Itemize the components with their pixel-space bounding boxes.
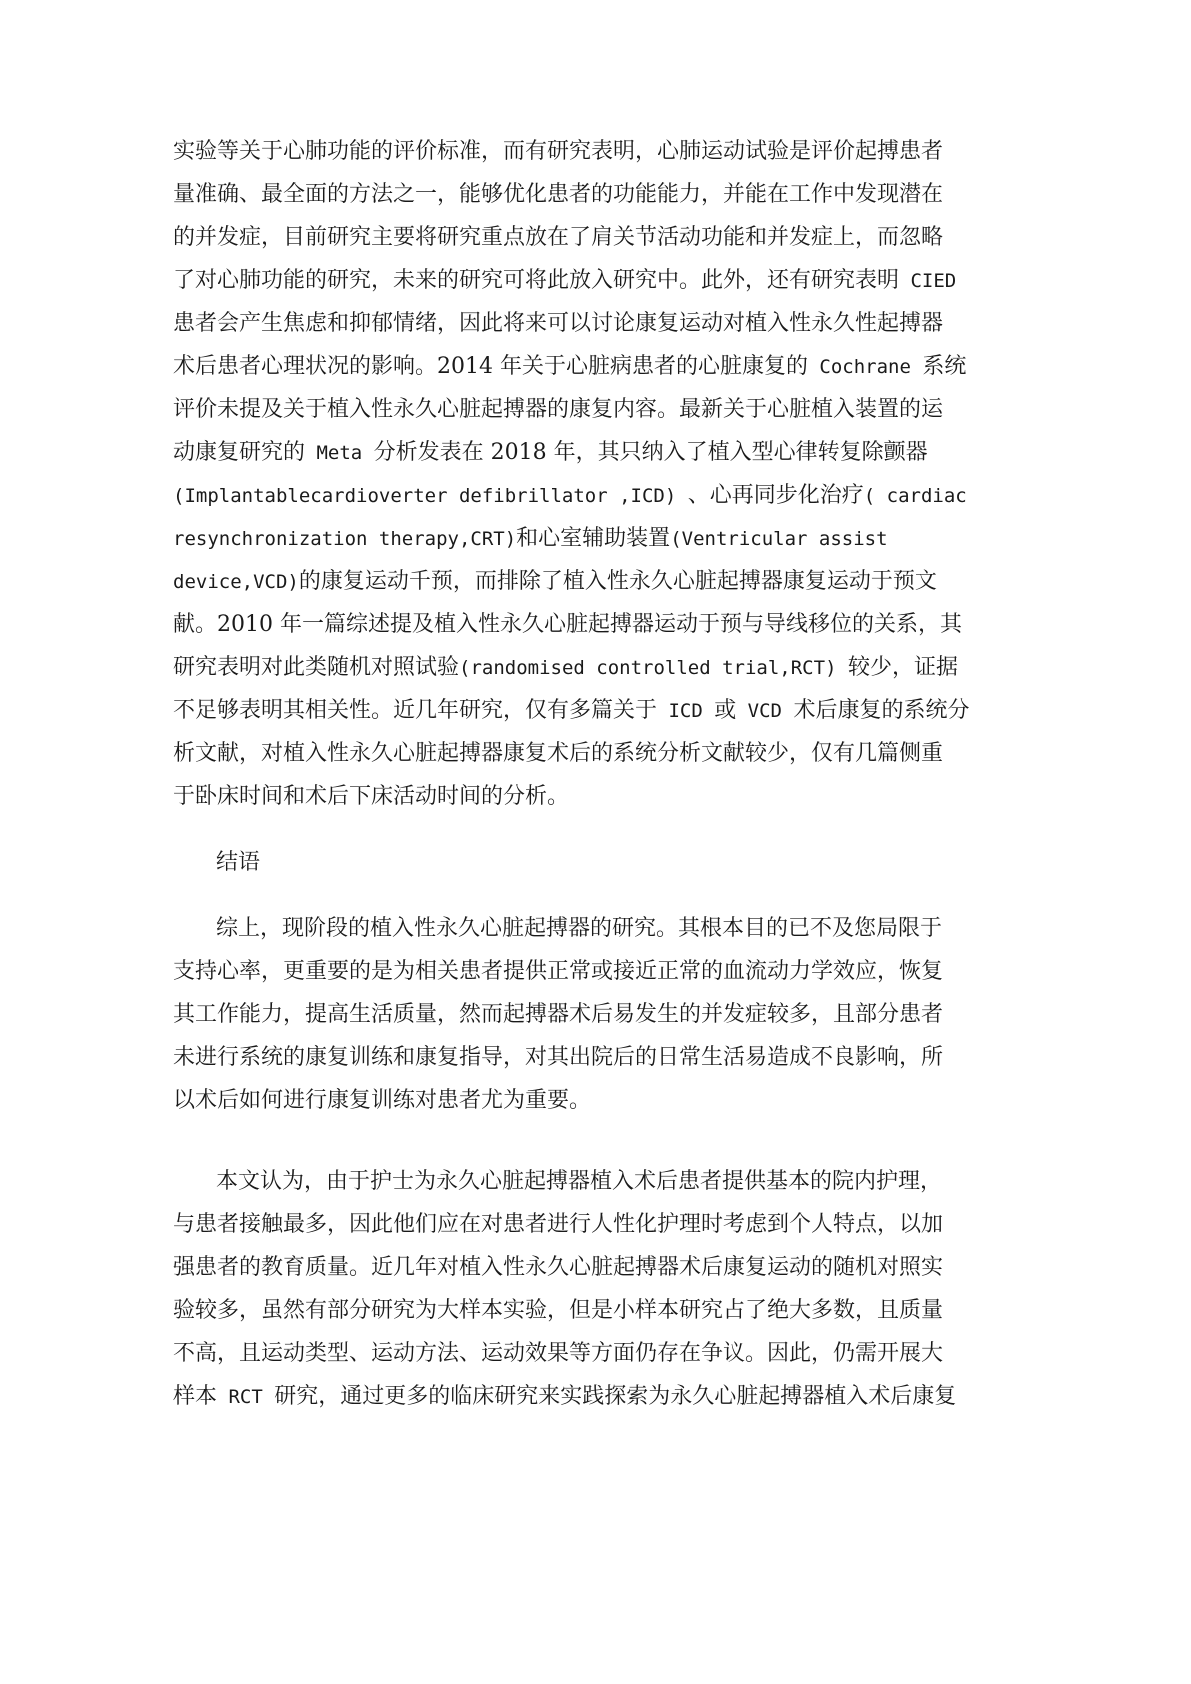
text-line: 量准确、最全面的方法之一，能够优化患者的功能能力，并能在工作中发现潜在 [173, 182, 944, 207]
text-line: 综上，现阶段的植入性永久心脏起搏器的研究。其根本目的已不及您局限于 [216, 916, 943, 941]
text-line: 动康复研究的 Meta 分析发表在 2018 年，其只纳入了植入型心律转复除颤器 [173, 440, 928, 465]
text-line: 实验等关于心肺功能的评价标准，而有研究表明，心肺运动试验是评价起搏患者 [173, 139, 944, 164]
text-line: device,VCD)的康复运动千预，而排除了植入性永久心脏起搏器康复运动于预文 [173, 569, 937, 594]
section-heading: 结语 [216, 850, 261, 875]
text-line: 支持心率，更重要的是为相关患者提供正常或接近正常的血流动力学效应，恢复 [173, 959, 944, 984]
text-line: 强患者的教育质量。近几年对植入性永久心脏起搏器术后康复运动的随机对照实 [173, 1255, 944, 1280]
text-line: 验较多，虽然有部分研究为大样本实验，但是小样本研究占了绝大多数，且质量 [173, 1298, 944, 1323]
text-line: resynchronization therapy,CRT)和心室辅助装置(Ventricular assist [173, 526, 888, 551]
text-line: 不足够表明其相关性。近几年研究，仅有多篇关于 ICD 或 VCD 术后康复的系统分 [173, 698, 970, 723]
text-line: 了对心肺功能的研究，未来的研究可将此放入研究中。此外，还有研究表明 CIED [173, 268, 957, 293]
text-line: 不高，且运动类型、运动方法、运动效果等方面仍存在争议。因此，仍需开展大 [173, 1341, 944, 1366]
text-line: 研究表明对此类随机对照试验(randomised controlled trial,RCT) 较少，证据 [173, 655, 958, 680]
text-line: (Implantablecardioverter defibrillator ,ICD) 、心再同步化治疗( cardiac [173, 483, 967, 508]
text-line: 未进行系统的康复训练和康复指导，对其出院后的日常生活易造成不良影响，所 [173, 1045, 944, 1070]
text-line: 患者会产生焦虑和抑郁情绪，因此将来可以讨论康复运动对植入性永久性起搏器 [173, 311, 944, 336]
text-line: 术后患者心理状况的影响。2014 年关于心脏病患者的心脏康复的 Cochrane 系统 [173, 354, 967, 379]
text-line: 以术后如何进行康复训练对患者尤为重要。 [173, 1088, 592, 1113]
text-line: 与患者接触最多，因此他们应在对患者进行人性化护理时考虑到个人特点，以加 [173, 1212, 944, 1237]
text-line: 评价未提及关于植入性永久心脏起搏器的康复内容。最新关于心脏植入装置的运 [173, 397, 944, 422]
text-line: 于卧床时间和术后下床活动时间的分析。 [173, 784, 570, 809]
text-line: 本文认为，由于护士为永久心脏起搏器植入术后患者提供基本的院内护理， [216, 1169, 943, 1194]
text-line: 献。2010 年一篇综述提及植入性永久心脏起搏器运动于预与导线移位的关系，其 [173, 612, 962, 637]
text-line: 析文献，对植入性永久心脏起搏器康复术后的系统分析文献较少，仅有几篇侧重 [173, 741, 944, 766]
text-line: 其工作能力，提高生活质量，然而起搏器术后易发生的并发症较多，且部分患者 [173, 1002, 944, 1027]
text-line: 样本 RCT 研究，通过更多的临床研究来实践探索为永久心脏起搏器植入术后康复 [173, 1384, 957, 1409]
text-line: 的并发症，目前研究主要将研究重点放在了肩关节活动功能和并发症上，而忽略 [173, 225, 944, 250]
